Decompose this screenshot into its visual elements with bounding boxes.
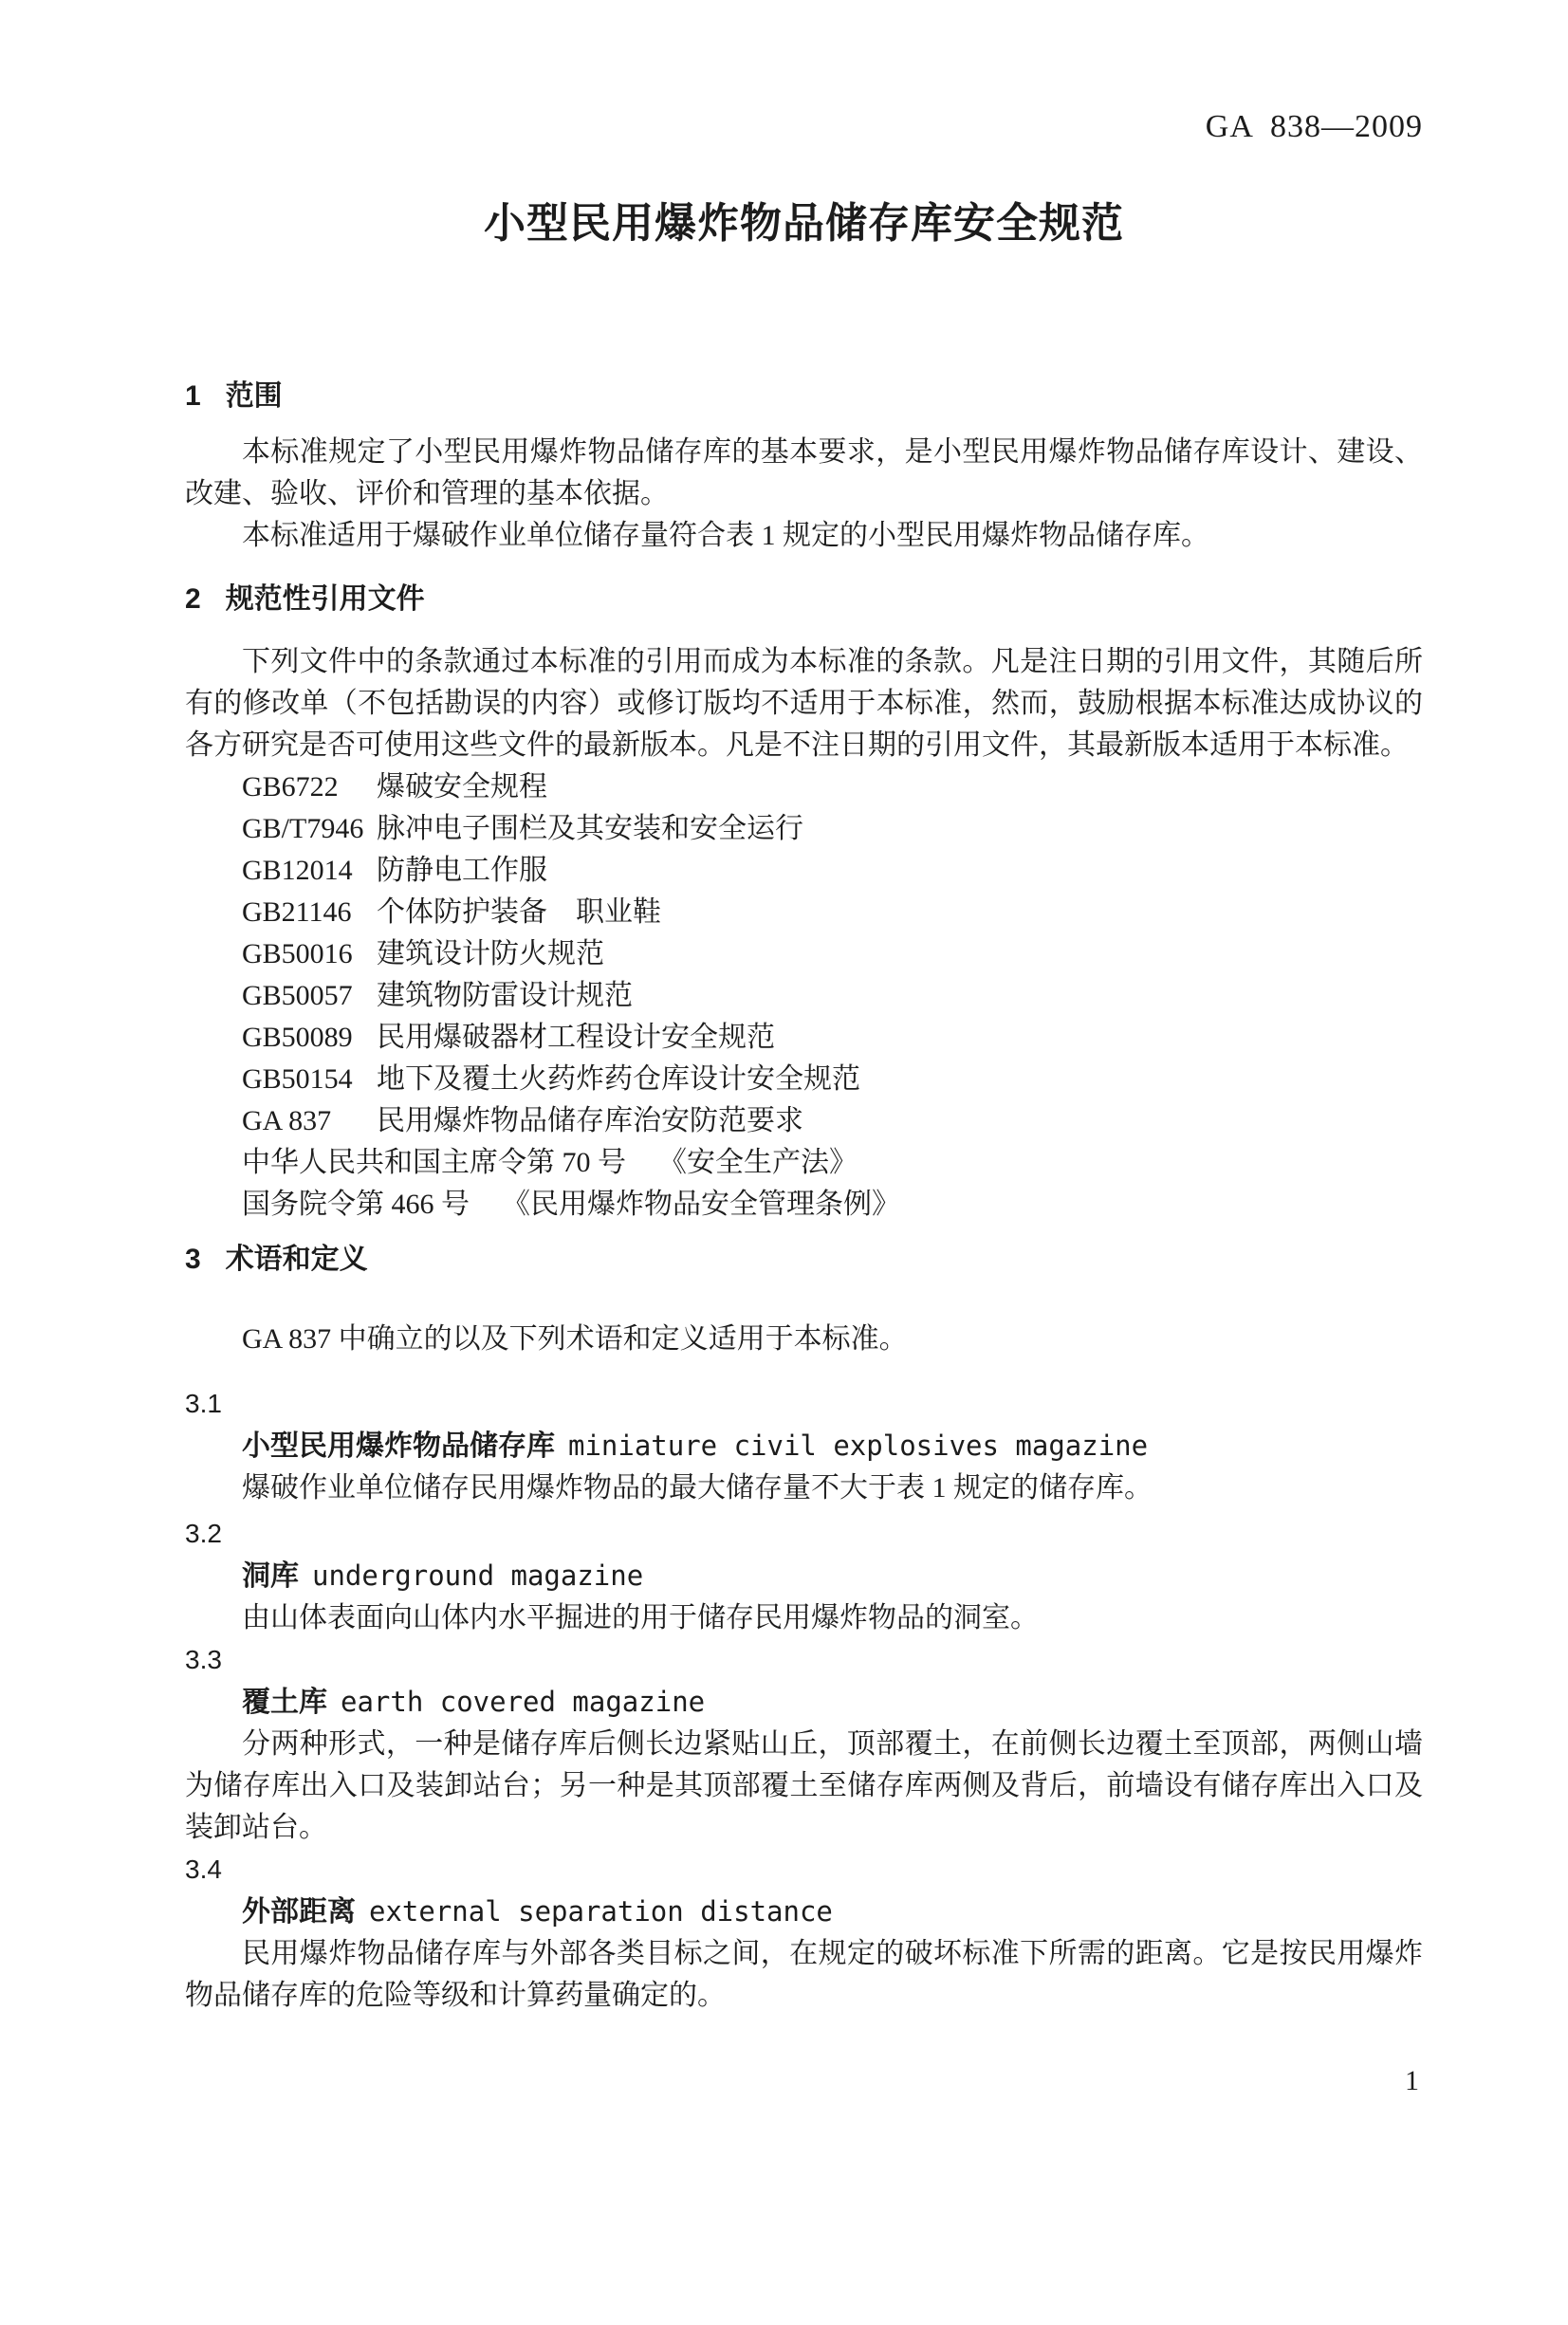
doc-code: GA 838—2009	[1205, 109, 1423, 144]
term-line	[185, 1891, 1423, 1933]
reference-item	[185, 766, 1423, 808]
reference-title: 建筑设计防火规范	[377, 938, 604, 969]
reference-item	[185, 808, 1423, 850]
term-number: 3.4	[185, 1854, 222, 1884]
section-2-title: 规范性引用文件	[225, 583, 425, 615]
section-2-intro: 下列文件中的条款通过本标准的引用而成为本标准的条款。凡是注日期的引用文件，其随后所有的修改单（不包括勘误的内容）或修订版均不适用于本标准，然而，鼓励根据本标准达成协议的各方研究是否可使用这些文件的最新版本。凡是不注日期的引用文件，其最新版本适用于本标准。	[185, 646, 1423, 761]
section-2-number: 2	[185, 583, 201, 615]
term-name: 覆土库	[242, 1687, 327, 1718]
term-name: 洞库	[242, 1560, 299, 1592]
section-1-paragraph-2: 本标准适用于爆破作业单位储存量符合表 1 规定的小型民用爆炸物品储存库。	[242, 520, 1209, 551]
reference-list	[185, 766, 1423, 1226]
reference-code: 中华人民共和国主席令第 70 号	[242, 1147, 626, 1178]
reference-code: GB50016	[242, 938, 353, 969]
term-name: 外部距离	[242, 1896, 356, 1928]
reference-code: GB50154	[242, 1063, 353, 1095]
reference-item	[185, 1017, 1423, 1059]
term-definition: 分两种形式，一种是储存库后侧长边紧贴山丘，顶部覆土，在前侧长边覆土至顶部，两侧山墙为储存库出入口及装卸站台；另一种是其顶部覆土至储存库两侧及背后，前墙设有储存库出入口及装卸站台。	[185, 1728, 1423, 1843]
term-number: 3.2	[185, 1519, 222, 1548]
section-1-title: 范围	[225, 380, 283, 412]
reference-code: 国务院令第 466 号	[242, 1189, 470, 1220]
term-definition: 民用爆炸物品储存库与外部各类目标之间，在规定的破坏标准下所需的距离。它是按民用爆炸物品储存库的危险等级和计算药量确定的。	[185, 1938, 1423, 2011]
term-definition: 爆破作业单位储存民用爆炸物品的最大储存量不大于表 1 规定的储存库。	[242, 1472, 1153, 1504]
reference-code: GB6722	[242, 771, 339, 803]
reference-title: 《民用爆炸物品安全管理条例》	[502, 1189, 900, 1220]
reference-title: 《安全生产法》	[658, 1147, 858, 1178]
reference-code: GB/T7946	[242, 813, 364, 844]
reference-item	[185, 975, 1423, 1017]
term-line	[185, 1425, 1423, 1467]
reference-item	[185, 1184, 1423, 1226]
term-english: underground magazine	[312, 1559, 644, 1592]
term-english: miniature civil explosives magazine	[568, 1430, 1149, 1462]
reference-item	[185, 933, 1423, 975]
section-1-number: 1	[185, 380, 201, 412]
section-3-heading	[185, 1239, 1423, 1281]
reference-code: GB50057	[242, 980, 353, 1011]
reference-item	[185, 1100, 1423, 1142]
section-3-number: 3	[185, 1244, 201, 1275]
reference-title: 防静电工作服	[377, 855, 547, 886]
term-line	[185, 1681, 1423, 1724]
section-3-intro: GA 837 中确立的以及下列术语和定义适用于本标准。	[242, 1323, 908, 1355]
term-definition: 由山体表面向山体内水平掘进的用于储存民用爆炸物品的洞室。	[242, 1602, 1039, 1633]
term-name: 小型民用爆炸物品储存库	[242, 1430, 555, 1462]
reference-title: 建筑物防雷设计规范	[377, 980, 633, 1011]
reference-title: 爆破安全规程	[377, 771, 547, 803]
term-number: 3.1	[185, 1389, 222, 1418]
reference-title: 脉冲电子围栏及其安装和安全运行	[377, 813, 803, 844]
reference-title: 民用爆破器材工程设计安全规范	[377, 1022, 775, 1053]
term-english: earth covered magazine	[341, 1686, 706, 1718]
section-2-heading	[185, 579, 1423, 620]
reference-code: GA 837	[242, 1105, 332, 1136]
reference-title: 地下及覆土火药炸药仓库设计安全规范	[377, 1063, 860, 1095]
reference-item	[185, 1142, 1423, 1184]
reference-code: GB21146	[242, 896, 352, 928]
section-3-title: 术语和定义	[225, 1244, 368, 1275]
reference-title: 民用爆炸物品储存库治安防范要求	[377, 1105, 803, 1136]
doc-title: 小型民用爆炸物品储存库安全规范	[484, 200, 1124, 247]
reference-item	[185, 892, 1423, 933]
reference-item	[185, 1059, 1423, 1100]
reference-title: 个体防护装备 职业鞋	[377, 896, 661, 928]
reference-code: GB50089	[242, 1022, 353, 1053]
term-line	[185, 1555, 1423, 1597]
term-english: external separation distance	[369, 1895, 833, 1928]
page-number: 1	[1405, 2065, 1419, 2096]
section-1-heading	[185, 376, 1423, 417]
section-1-paragraph-1: 本标准规定了小型民用爆炸物品储存库的基本要求，是小型民用爆炸物品储存库设计、建设、改建、验收、评价和管理的基本依据。	[185, 436, 1423, 509]
reference-item	[185, 850, 1423, 892]
term-number: 3.3	[185, 1645, 222, 1674]
reference-code: GB12014	[242, 855, 353, 886]
document-page	[185, 106, 1423, 2102]
